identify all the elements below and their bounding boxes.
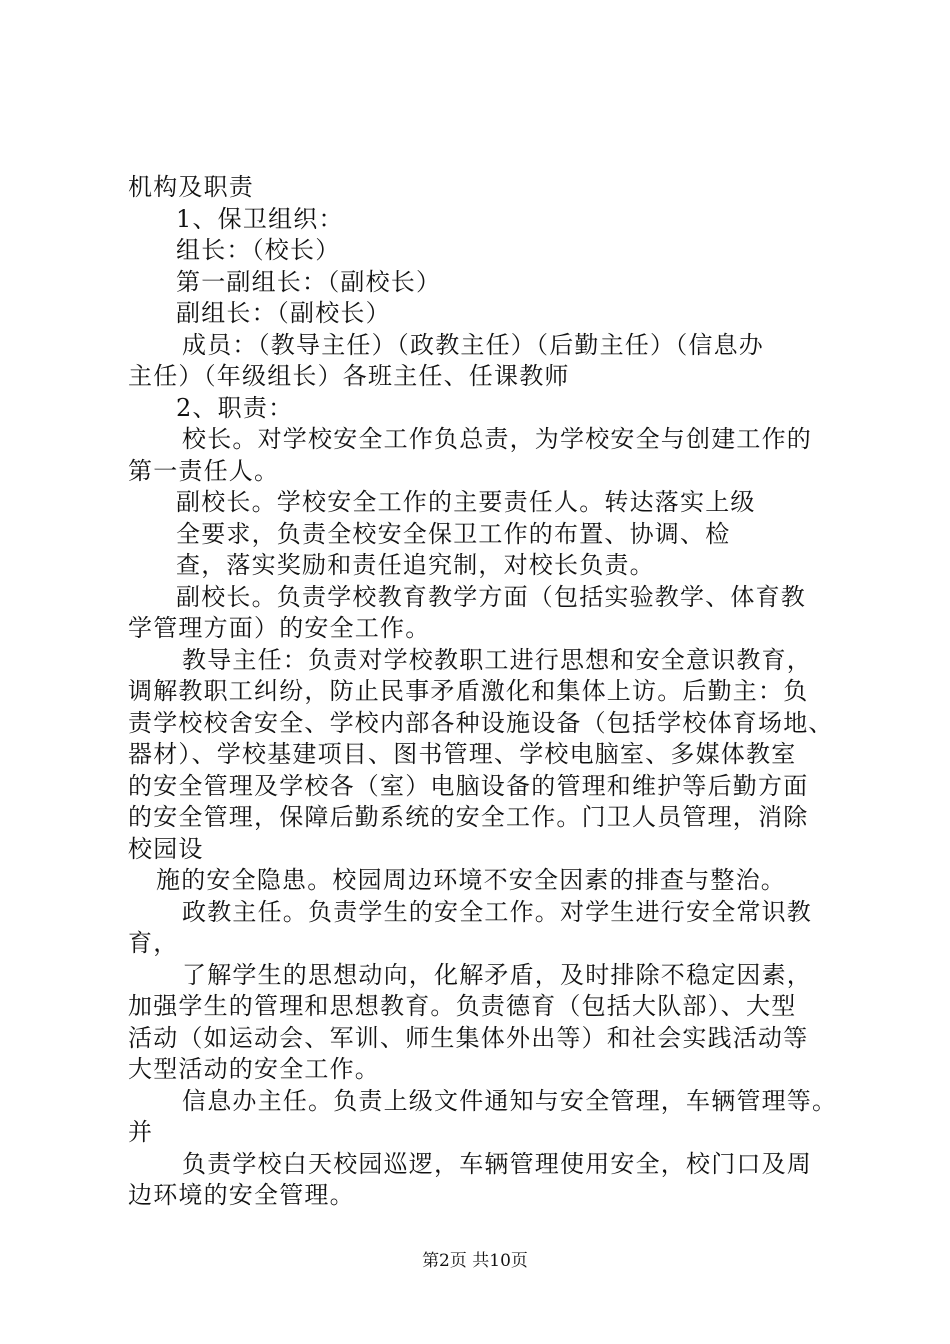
text-line: 全要求，负责全校安全保卫工作的布置、协调、检: [176, 519, 731, 548]
text-line: 器材）、学校基建项目、图书管理、学校电脑室、多媒体教室: [128, 740, 797, 768]
text-line: 了解学生的思想动向，化解矛盾，及时排除不稳定因素，: [182, 960, 812, 989]
text-line: 的安全管理及学校各（室）电脑设备的管理和维护等后勤方面: [128, 771, 809, 800]
text-line: 第一副组长：（副校长）: [176, 267, 442, 296]
document-body: [128, 172, 840, 1212]
text-line: 组长：（校长）: [176, 236, 341, 264]
text-line: 成员：（教导主任）（政教主任）（后勤主任）（信息办: [182, 330, 764, 359]
page-number-footer: 第2页 共10页: [422, 1251, 528, 1271]
text-line: 负责学校白天校园巡逻，车辆管理使用安全，校门口及周: [182, 1149, 812, 1178]
text-line: 活动（如运动会、军训、师生集体外出等）和社会实践活动等: [128, 1023, 809, 1052]
text-line: 信息办主任。负责上级文件通知与安全管理，车辆管理等。: [182, 1086, 838, 1115]
text-line: 主任）（年级组长）各班主任、任课教师: [128, 362, 570, 390]
text-line: 大型活动的安全工作。: [128, 1055, 380, 1083]
text-line: 边环境的安全管理。: [128, 1181, 355, 1209]
text-line: 副校长。负责学校教育教学方面（包括实验教学、体育教: [176, 582, 806, 611]
text-line: 并: [128, 1118, 154, 1146]
text-line: 加强学生的管理和思想教育。负责德育（包括大队部）、大型: [128, 992, 797, 1020]
text-line: 责学校校舍安全、学校内部各种设施设备（包括学校体育场地、: [128, 708, 834, 737]
text-line: 教导主任：负责对学校教职工进行思想和安全意识教育，: [182, 645, 812, 674]
text-line: 校园设: [128, 834, 204, 863]
text-line: 副组长：（副校长）: [176, 299, 391, 327]
text-line: 副校长。学校安全工作的主要责任人。转达落实上级: [176, 488, 756, 516]
subsection-heading: 2、职责：: [176, 393, 294, 422]
text-line: 政教主任。负责学生的安全工作。对学生进行安全常识教: [182, 897, 812, 926]
text-line: 调解教职工纠纷，防止民事矛盾激化和集体上访。后勤主：负: [128, 677, 809, 705]
text-line: 育，: [128, 929, 179, 957]
text-line: 校长。对学校安全工作负总责，为学校安全与创建工作的: [182, 425, 812, 453]
subsection-heading: 1、保卫组织：: [176, 204, 344, 233]
text-line: 学管理方面）的安全工作。: [128, 614, 431, 642]
text-line: 第一责任人。: [128, 456, 280, 485]
text-line: 的安全管理，保障后勤系统的安全工作。门卫人员管理，消除: [128, 803, 809, 831]
text-line: 施的安全隐患。校园周边环境不安全因素的排查与整治。: [156, 866, 786, 894]
text-line: 查，落实奖励和责任追究制，对校长负责。: [176, 551, 655, 579]
section-heading: 机构及职责: [128, 173, 254, 201]
